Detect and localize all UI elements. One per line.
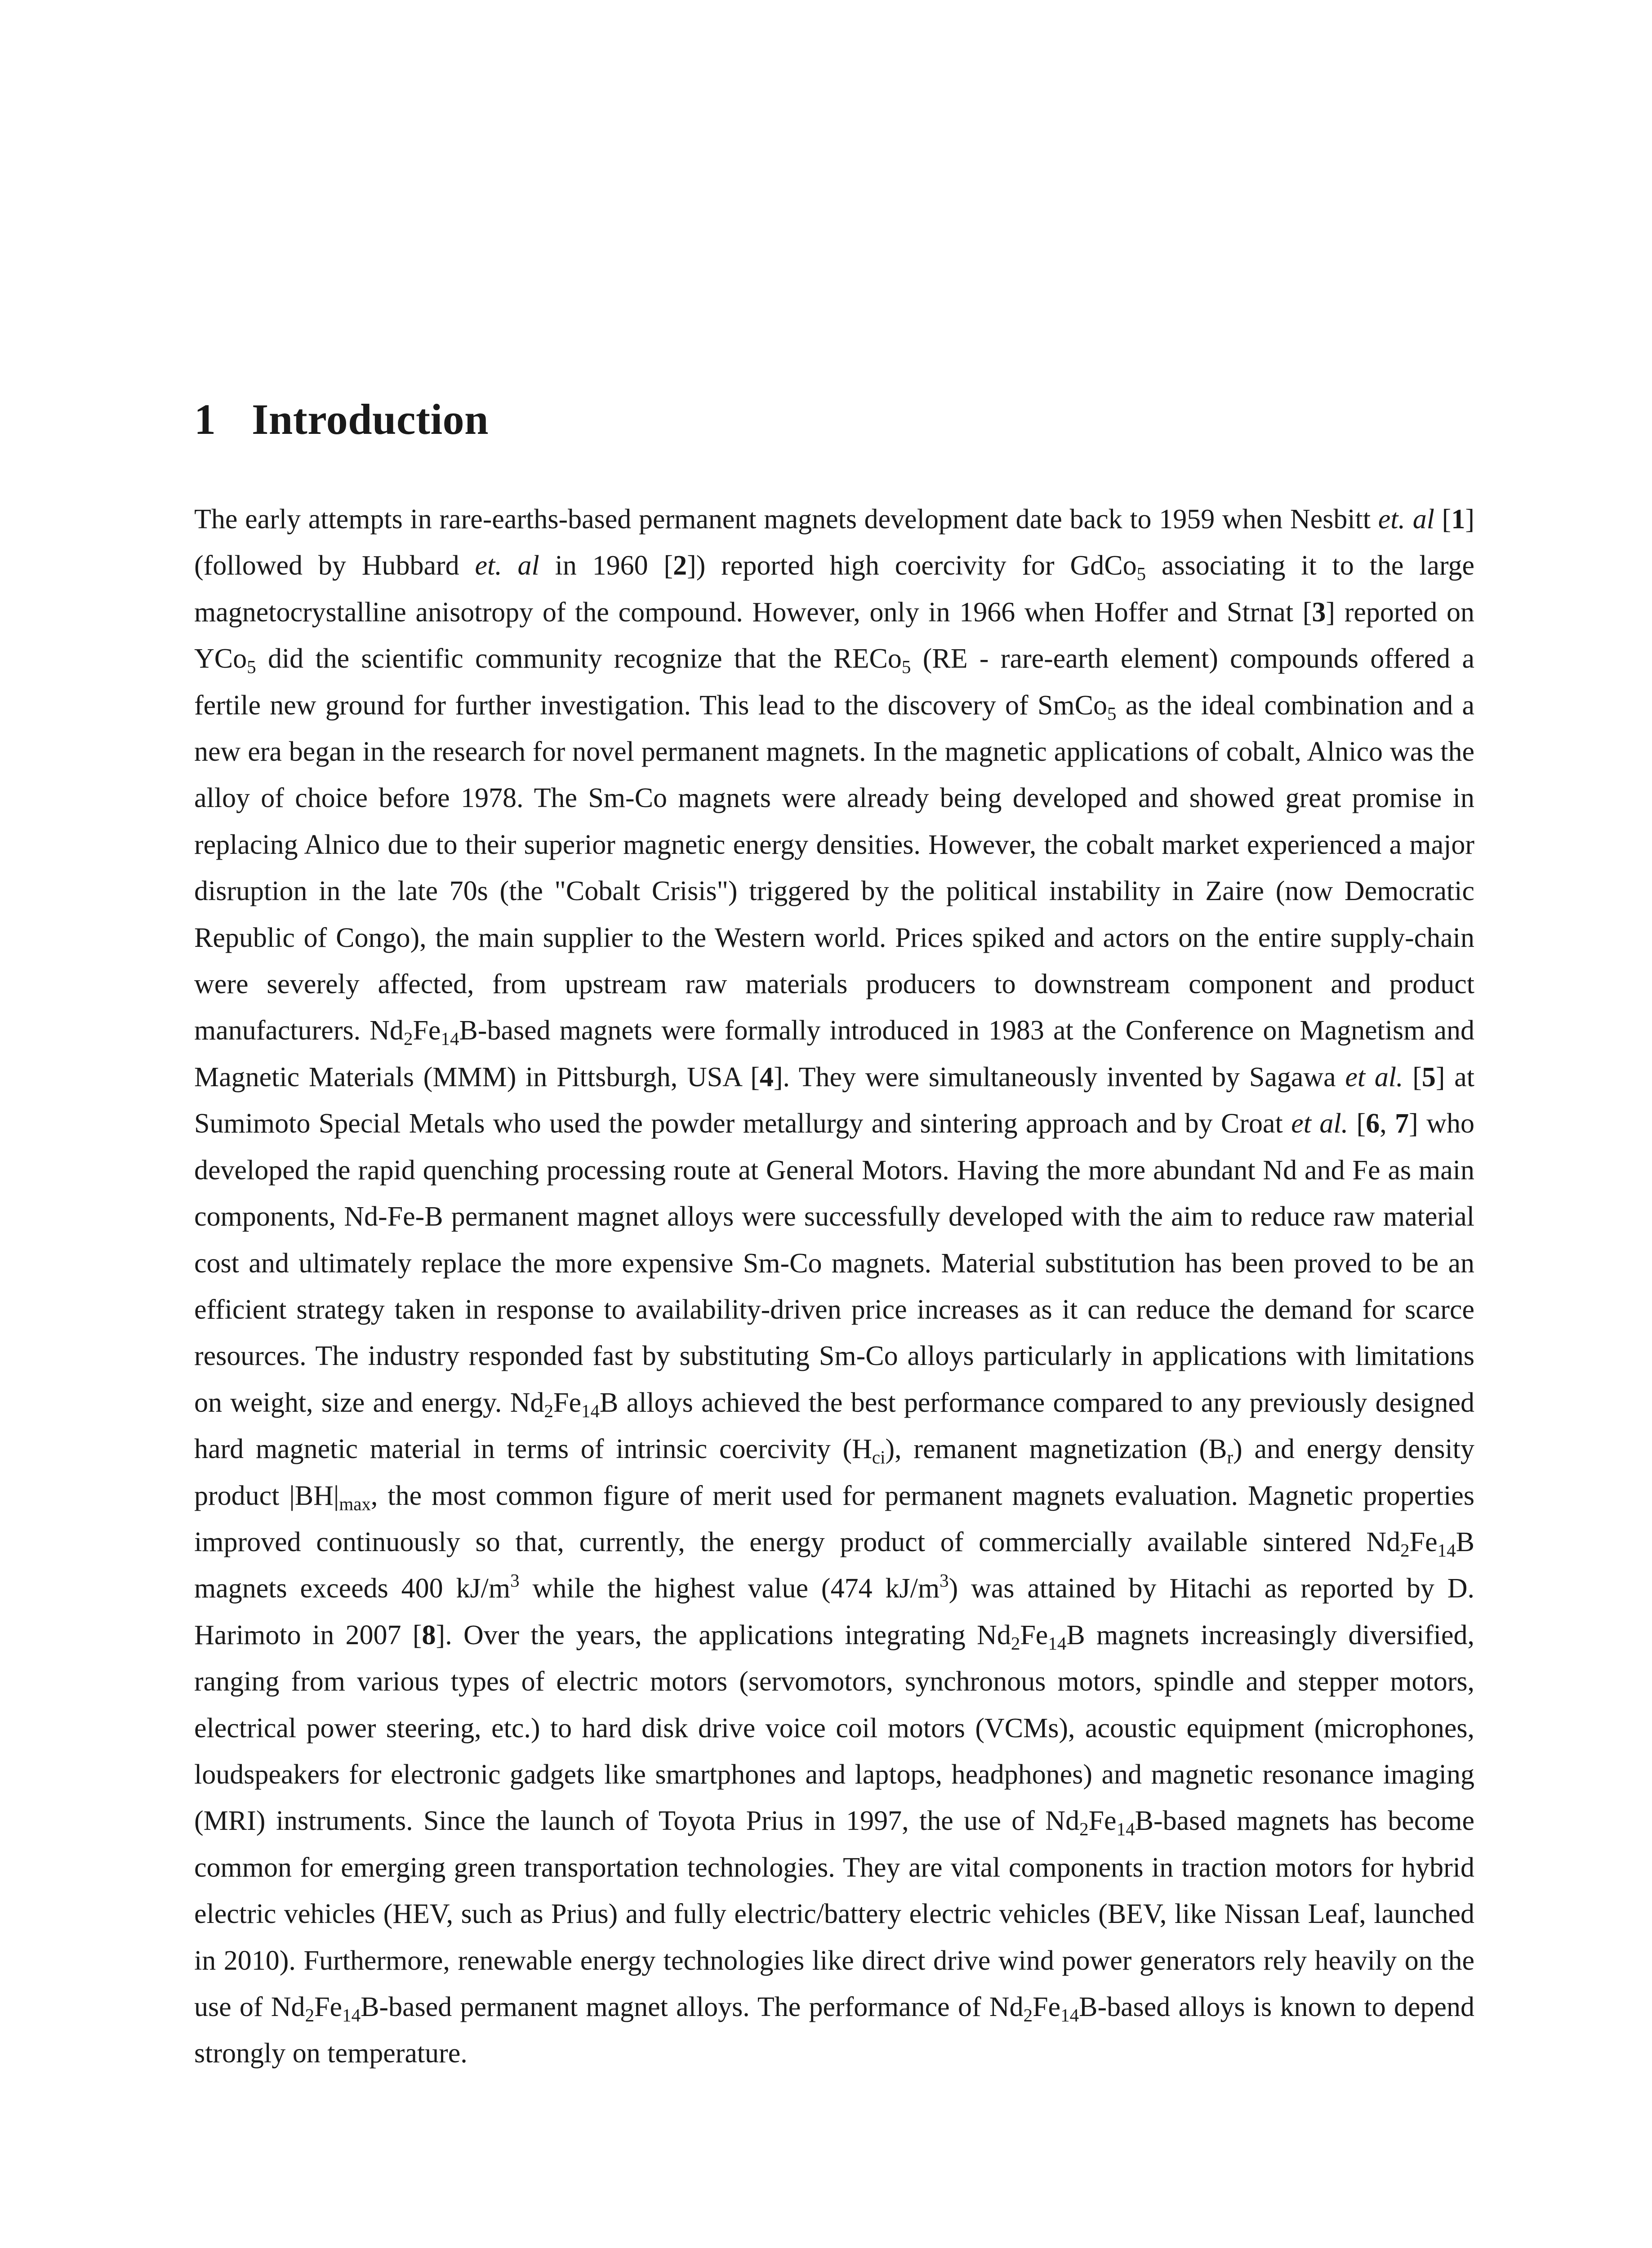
- text-run: Fe: [1088, 1806, 1117, 1837]
- text-run: did the scientific community recognize that the RECo: [256, 643, 902, 674]
- subscript: 5: [247, 656, 256, 678]
- subscript: 5: [901, 656, 911, 678]
- et-al: et al.: [1291, 1108, 1349, 1139]
- text-run: B-based magnets were formally introduced in 1983 at the Conference on Magnetism and Magnetic Materials (MMM) in Pittsburgh, USA [: [194, 1015, 1474, 1093]
- text-run: ]) reported high coercivity for GdCo: [687, 550, 1137, 581]
- text-run: Fe: [1033, 1992, 1061, 2022]
- et-al: et. al: [1378, 504, 1434, 535]
- text-run: B alloys achieved the best performance compared to any previously designed hard magnetic material in terms of intrinsic coercivity (H: [194, 1387, 1475, 1465]
- text-run: [: [1348, 1108, 1366, 1139]
- text-run: B-based magnets has become common for emerging green transportation technologies. They are vital components in traction motors for hybrid electric vehicles (HEV, such as Prius) and fully electric/battery electric vehicles (BEV, like Nissan Leaf, launched in 2010). Furthermore, renewable energy technologies like direct drive wind power generators rely heavily on the use of Nd: [194, 1806, 1474, 2022]
- citation-ref-8[interactable]: 8: [422, 1619, 436, 1650]
- citation-ref-3[interactable]: 3: [1312, 597, 1326, 628]
- subscript: 2: [305, 2005, 315, 2025]
- section-number: 1: [194, 395, 216, 443]
- superscript: 3: [940, 1570, 949, 1591]
- text-run: [: [1403, 1062, 1422, 1093]
- subscript: 2: [1011, 1632, 1020, 1654]
- text-run: ]. Over the years, the applications integrating Nd: [436, 1619, 1011, 1650]
- text-run: B-based permanent magnet alloys. The performance of Nd: [361, 1992, 1024, 2022]
- et-al: et. al: [475, 550, 539, 581]
- subscript: 14: [1048, 1632, 1067, 1654]
- text-run: Fe: [1020, 1619, 1048, 1650]
- subscript: 14: [1116, 1819, 1135, 1840]
- text-run: ] at Sumimoto Special Metals who used the powder metallurgy and sintering approach and by Croat: [194, 1062, 1474, 1139]
- text-run: ) was attained by Hitachi as reported by D. Harimoto in 2007 [: [194, 1573, 1475, 1650]
- text-run: ]. They were simultaneously invented by Sagawa: [773, 1062, 1345, 1093]
- text-run: ,: [1380, 1108, 1395, 1139]
- subscript: 5: [1107, 703, 1117, 724]
- section-heading: [194, 390, 489, 449]
- text-run: in 1960 [: [539, 550, 673, 581]
- subscript: ci: [872, 1447, 886, 1468]
- section-title: Introduction: [252, 395, 489, 443]
- subscript: r: [1227, 1447, 1233, 1468]
- citation-ref-1[interactable]: 1: [1451, 504, 1465, 535]
- text-run: (RE - rare-earth element) compounds offered a fertile new ground for further investigation. This lead to the discovery of SmCo: [194, 643, 1474, 721]
- text-run: The early attempts in rare-earths-based permanent magnets development date back to 1959 when Nesbitt: [194, 504, 1378, 535]
- subscript: 5: [1136, 563, 1146, 584]
- text-run: ), remanent magnetization (B: [885, 1434, 1227, 1465]
- citation-ref-2[interactable]: 2: [673, 550, 687, 581]
- subscript: 2: [1079, 1819, 1089, 1840]
- citation-ref-6[interactable]: 6: [1366, 1108, 1380, 1139]
- citation-ref-4[interactable]: 4: [759, 1062, 774, 1093]
- subscript: 2: [1400, 1539, 1410, 1561]
- text-run: ] reported on YCo: [194, 597, 1475, 674]
- text-run: Fe: [553, 1387, 582, 1418]
- subscript: 2: [1023, 2005, 1033, 2025]
- subscript: 14: [1060, 2005, 1079, 2025]
- superscript: 3: [510, 1570, 520, 1591]
- text-run: B-based alloys is known to depend strongly on temperature.: [194, 1992, 1474, 2069]
- text-run: ) and energy density product |BH|: [194, 1434, 1474, 1511]
- subscript: 14: [581, 1400, 600, 1421]
- text-run: as the ideal combination and a new era began in the research for novel permanent magnets. In the magnetic applications of cobalt, Alnico was the alloy of choice before 1978. The Sm-Co magnets were already being developed and showed great promise in replacing Alnico due to their superior magnetic energy densities. However, the cobalt market experienced a major disruption in the late 70s (the "Cobalt Crisis") triggered by the political instability in Zaire (now Democratic Republic of Congo), the main supplier to the Western world. Prices spiked and actors on the entire supply-chain were severely affected, from upstream raw materials producers to downstream component and product manufacturers. Nd: [194, 690, 1474, 1046]
- text-run: while the highest value (474 kJ/m: [519, 1573, 940, 1604]
- subscript: 14: [441, 1028, 459, 1049]
- subscript: max: [339, 1493, 371, 1514]
- et-al: et al.: [1345, 1062, 1403, 1093]
- text-run: [: [1434, 504, 1452, 535]
- text-run: Fe: [413, 1015, 441, 1046]
- citation-ref-7[interactable]: 7: [1395, 1108, 1409, 1139]
- text-run: B magnets increasingly diversified, ranging from various types of electric motors (servomotors, synchronous motors, spindle and stepper motors, electrical power steering, etc.) to hard disk drive voice coil motors (VCMs), acoustic equipment (microphones, loudspeakers for electronic gadgets like smartphones and laptops, headphones) and magnetic resonance imaging (MRI) instruments. Since the launch of Toyota Prius in 1997, the use of Nd: [194, 1619, 1474, 1837]
- text-run: Fe: [314, 1992, 343, 2022]
- subscript: 14: [342, 2005, 361, 2025]
- citation-ref-5[interactable]: 5: [1421, 1062, 1436, 1093]
- text-run: associating it to the large magnetocrystalline anisotropy of the compound. However, only in 1966 when Hoffer and Strnat [: [194, 550, 1474, 628]
- subscript: 14: [1437, 1539, 1456, 1561]
- text-run: ] who developed the rapid quenching processing route at General Motors. Having the more abundant Nd and Fe as main components, Nd-Fe-B permanent magnet alloys were successfully developed with the aim to reduce raw material cost and ultimately replace the more expensive Sm-Co magnets. Material substitution has been proved to be an efficient strategy taken in response to availability-driven price increases as it can reduce the demand for scarce resources. The industry responded fast by substituting Sm-Co alloys particularly in applications with limitations on weight, size and energy. Nd: [194, 1108, 1475, 1418]
- subscript: 2: [544, 1400, 554, 1421]
- subscript: 2: [403, 1028, 413, 1049]
- text-run: B magnets exceeds 400 kJ/m: [194, 1526, 1474, 1604]
- text-run: ] (followed by Hubbard: [194, 504, 1474, 581]
- body-paragraph: [194, 496, 1474, 2077]
- text-run: Fe: [1409, 1526, 1438, 1557]
- text-run: , the most common figure of merit used for permanent magnets evaluation. Magnetic properties improved continuously so that, currently, the energy product of commercially available sintered Nd: [194, 1480, 1474, 1557]
